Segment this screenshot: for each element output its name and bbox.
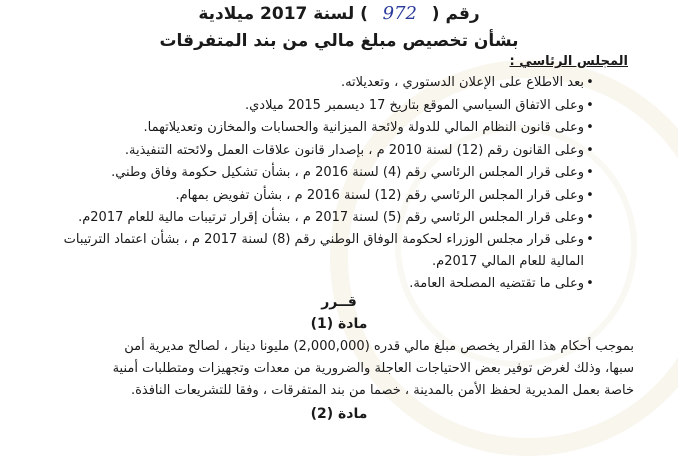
bullet-icon: • [586,120,594,135]
preamble-item: •وعلى القانون رقم (12) لسنة 2010 م ، بإصدار قانون علاقات العمل ولائحته التنفيذية. [125,143,596,158]
bullet-icon: • [586,75,594,90]
handwritten-decision-number: 972 [382,3,417,24]
decided-heading: قــرر [321,294,357,310]
bullet-icon: • [586,143,594,158]
bullet-icon: • [586,210,594,225]
bullet-icon: • [586,98,594,113]
article-1-line: بموجب أحكام هذا القرار يخصص مبلغ مالي قدره (2,000,000) مليونا دينار ، لصالح مديرية أمن [124,339,634,354]
preamble-item: •بعد الاطلاع على الإعلان الدستوري ، وتعديلاته. [341,75,596,90]
preamble-item: •وعلى الاتفاق السياسي الموقع بتاريخ 17 ديسمبر 2015 ميلادي. [245,98,596,113]
preamble-item-continuation: المالية للعام المالي 2017م. [432,254,584,269]
decision-title [0,3,678,24]
preamble-item: •وعلى قرار المجلس الرئاسي رقم (5) لسنة 2017 م ، بشأن إقرار ترتيبات مالية للعام 2017م. [78,210,596,225]
decision-subtitle: بشأن تخصيص مبلغ مالي من بند المتفرقات [159,31,519,51]
preamble-item: •وعلى قرار المجلس الرئاسي رقم (4) لسنة 2016 م ، بشأن تشكيل حكومة وفاق وطني. [111,165,596,180]
preamble-item: •وعلى قانون النظام المالي للدولة ولائحة الميزانية والحسابات والمخازن وتعديلاتهما. [144,120,596,135]
article-1-heading: مادة (1) [310,316,368,332]
bullet-icon: • [586,276,594,291]
article-2-heading: مادة (2) [310,406,368,422]
preamble-item: •وعلى قرار المجلس الرئاسي رقم (12) لسنة 2016 م ، بشأن تفويض بمهام. [175,188,596,203]
preamble-item: •وعلى قرار مجلس الوزراء لحكومة الوفاق الوطني رقم (8) لسنة 2017 م ، بشأن اعتماد الترتيبات [64,232,596,247]
bullet-icon: • [586,188,594,203]
preamble-item: •وعلى ما تقتضيه المصلحة العامة. [409,276,596,291]
issuing-authority: المجلس الرئاسي : [509,54,628,69]
article-1-line: سبها، وذلك لغرض توفير بعض الاحتياجات العاجلة والضرورية من معدات وتجهيزات ومتطلبات أمنية [112,361,634,376]
article-1-line: خاصة بعمل المديرية لحفظ الأمن بالمدينة ، خصما من بند المتفرقات ، وفقا للتشريعات النافذة. [130,383,634,398]
bullet-icon: • [586,165,594,180]
bullet-icon: • [586,232,594,247]
title-suffix: ) لسنة 2017 ميلادية [198,4,368,24]
title-prefix: رقم ( [431,4,480,24]
